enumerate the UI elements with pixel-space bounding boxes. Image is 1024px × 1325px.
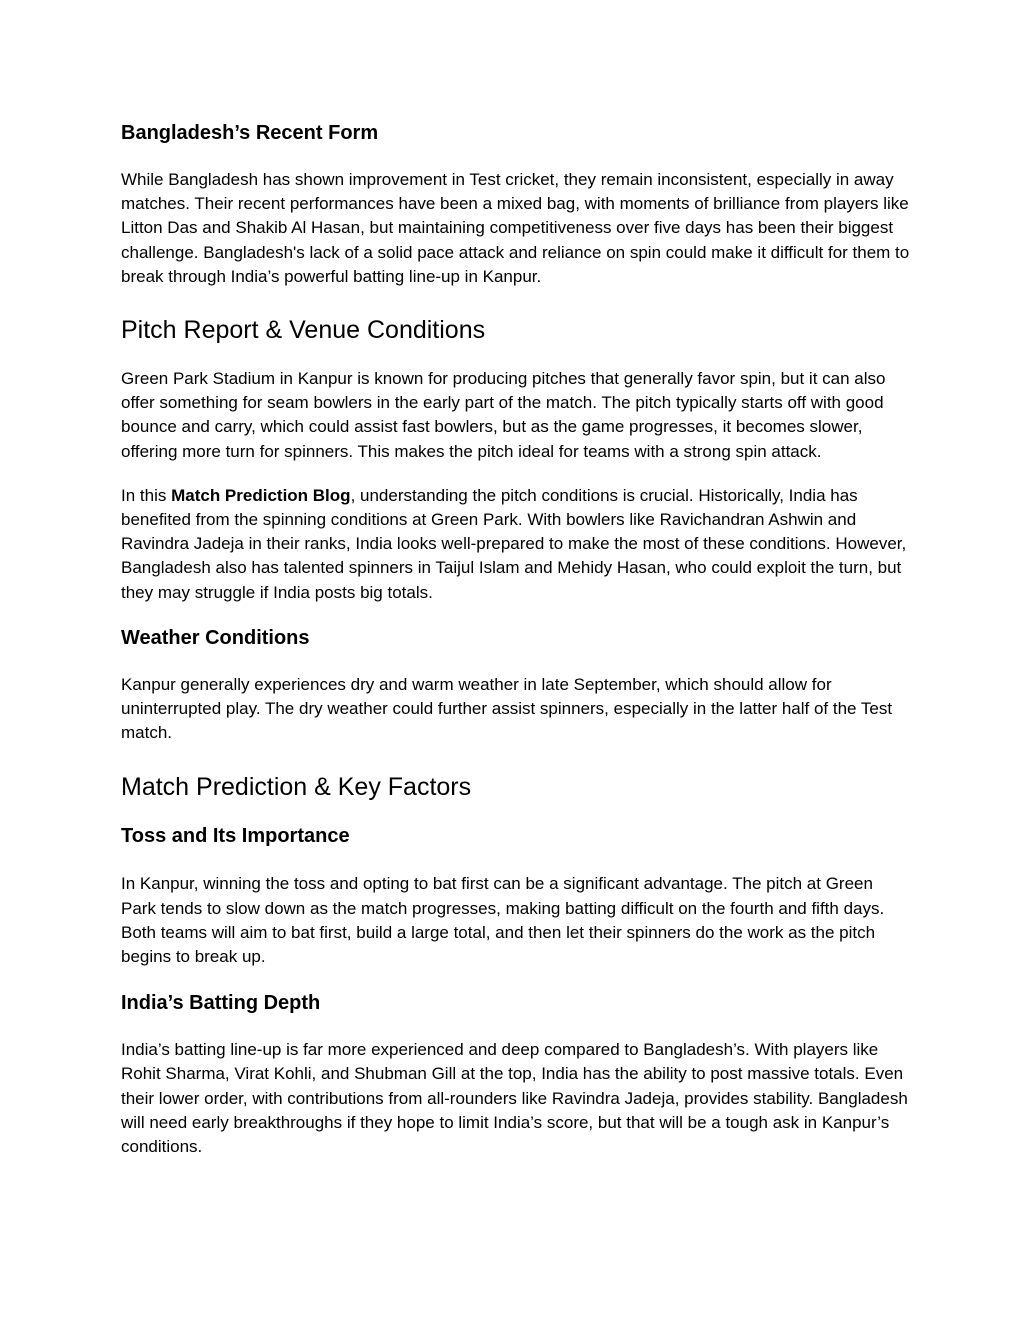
section-heading-batting-depth: India’s Batting Depth — [121, 992, 321, 1015]
section-heading-toss: Toss and Its Importance — [121, 825, 350, 848]
recent-form-paragraph: While Bangladesh has shown improvement in Test cricket, they remain inconsistent, especially in away matches. Their recent performances have been a mixed bag, with moments of brilliance from players like Litton Das and Shakib Al Hasan, but maintaining competitiveness over five days has been their biggest challenge. Bangladesh's lack of a solid pace attack and reliance on spin could make it difficult for them to break through India’s powerful batting line-up in Kanpur. — [121, 170, 910, 286]
weather-paragraph: Kanpur generally experiences dry and warm weather in late September, which should allow for uninterrupted play. The dry weather could further assist spinners, especially in the latter half of the Test match. — [121, 674, 893, 743]
section-heading-recent-form: Bangladesh’s Recent Form — [121, 122, 379, 144]
pitch-paragraph-2 — [121, 484, 911, 605]
toss-paragraph: In Kanpur, winning the toss and opting to bat first can be a significant advantage. The pitch at Green Park tends to slow down as the match progresses, making batting difficult on the fourth and fifth days. Both teams will aim to bat first, build a large total, and then let their spinners do the work as the pitch begins to break up. — [121, 874, 885, 967]
pitch-paragraph-1: Green Park Stadium in Kanpur is known for producing pitches that generally favor spin, but it can also offer something for seam bowlers in the early part of the match. The pitch typically starts off with good bounce and carry, which could assist fast bowlers, but as the game progresses, it becomes slower, offering more turn for spinners. This makes the pitch ideal for teams with a strong spin attack. — [121, 369, 886, 461]
section-heading-pitch-report: Pitch Report & Venue Conditions — [121, 316, 486, 345]
pitch-paragraph-2-rest: , understanding the pitch conditions is crucial. Historically, India has benefited from the spinning conditions at Green Park. With bowlers like Ravichandran Ashwin and Ravindra Jadeja in their ranks, India looks well-prepared to make the most of these conditions. However, Bangladesh also has talented spinners in Taijul Islam and Mehidy Hasan, who could exploit the turn, but they may struggle if India posts big totals. — [121, 485, 907, 602]
section-heading-weather: Weather Conditions — [121, 626, 310, 649]
pitch-paragraph-2-prefix: In this — [121, 485, 172, 505]
match-prediction-blog-bold: Match Prediction Blog — [171, 485, 351, 505]
document-page — [121, 0, 911, 1159]
section-heading-match-prediction: Match Prediction & Key Factors — [121, 773, 472, 802]
batting-depth-paragraph: India’s batting line-up is far more experienced and deep compared to Bangladesh’s. With players like Rohit Sharma, Virat Kohli, and Shubman Gill at the top, India has the ability to post massive totals. Even their lower order, with contributions from all-rounders like Ravindra Jadeja, provides stability. Bangladesh will need early breakthroughs if they hope to limit India’s score, but that will be a tough ask in Kanpur’s conditions. — [121, 1040, 908, 1157]
